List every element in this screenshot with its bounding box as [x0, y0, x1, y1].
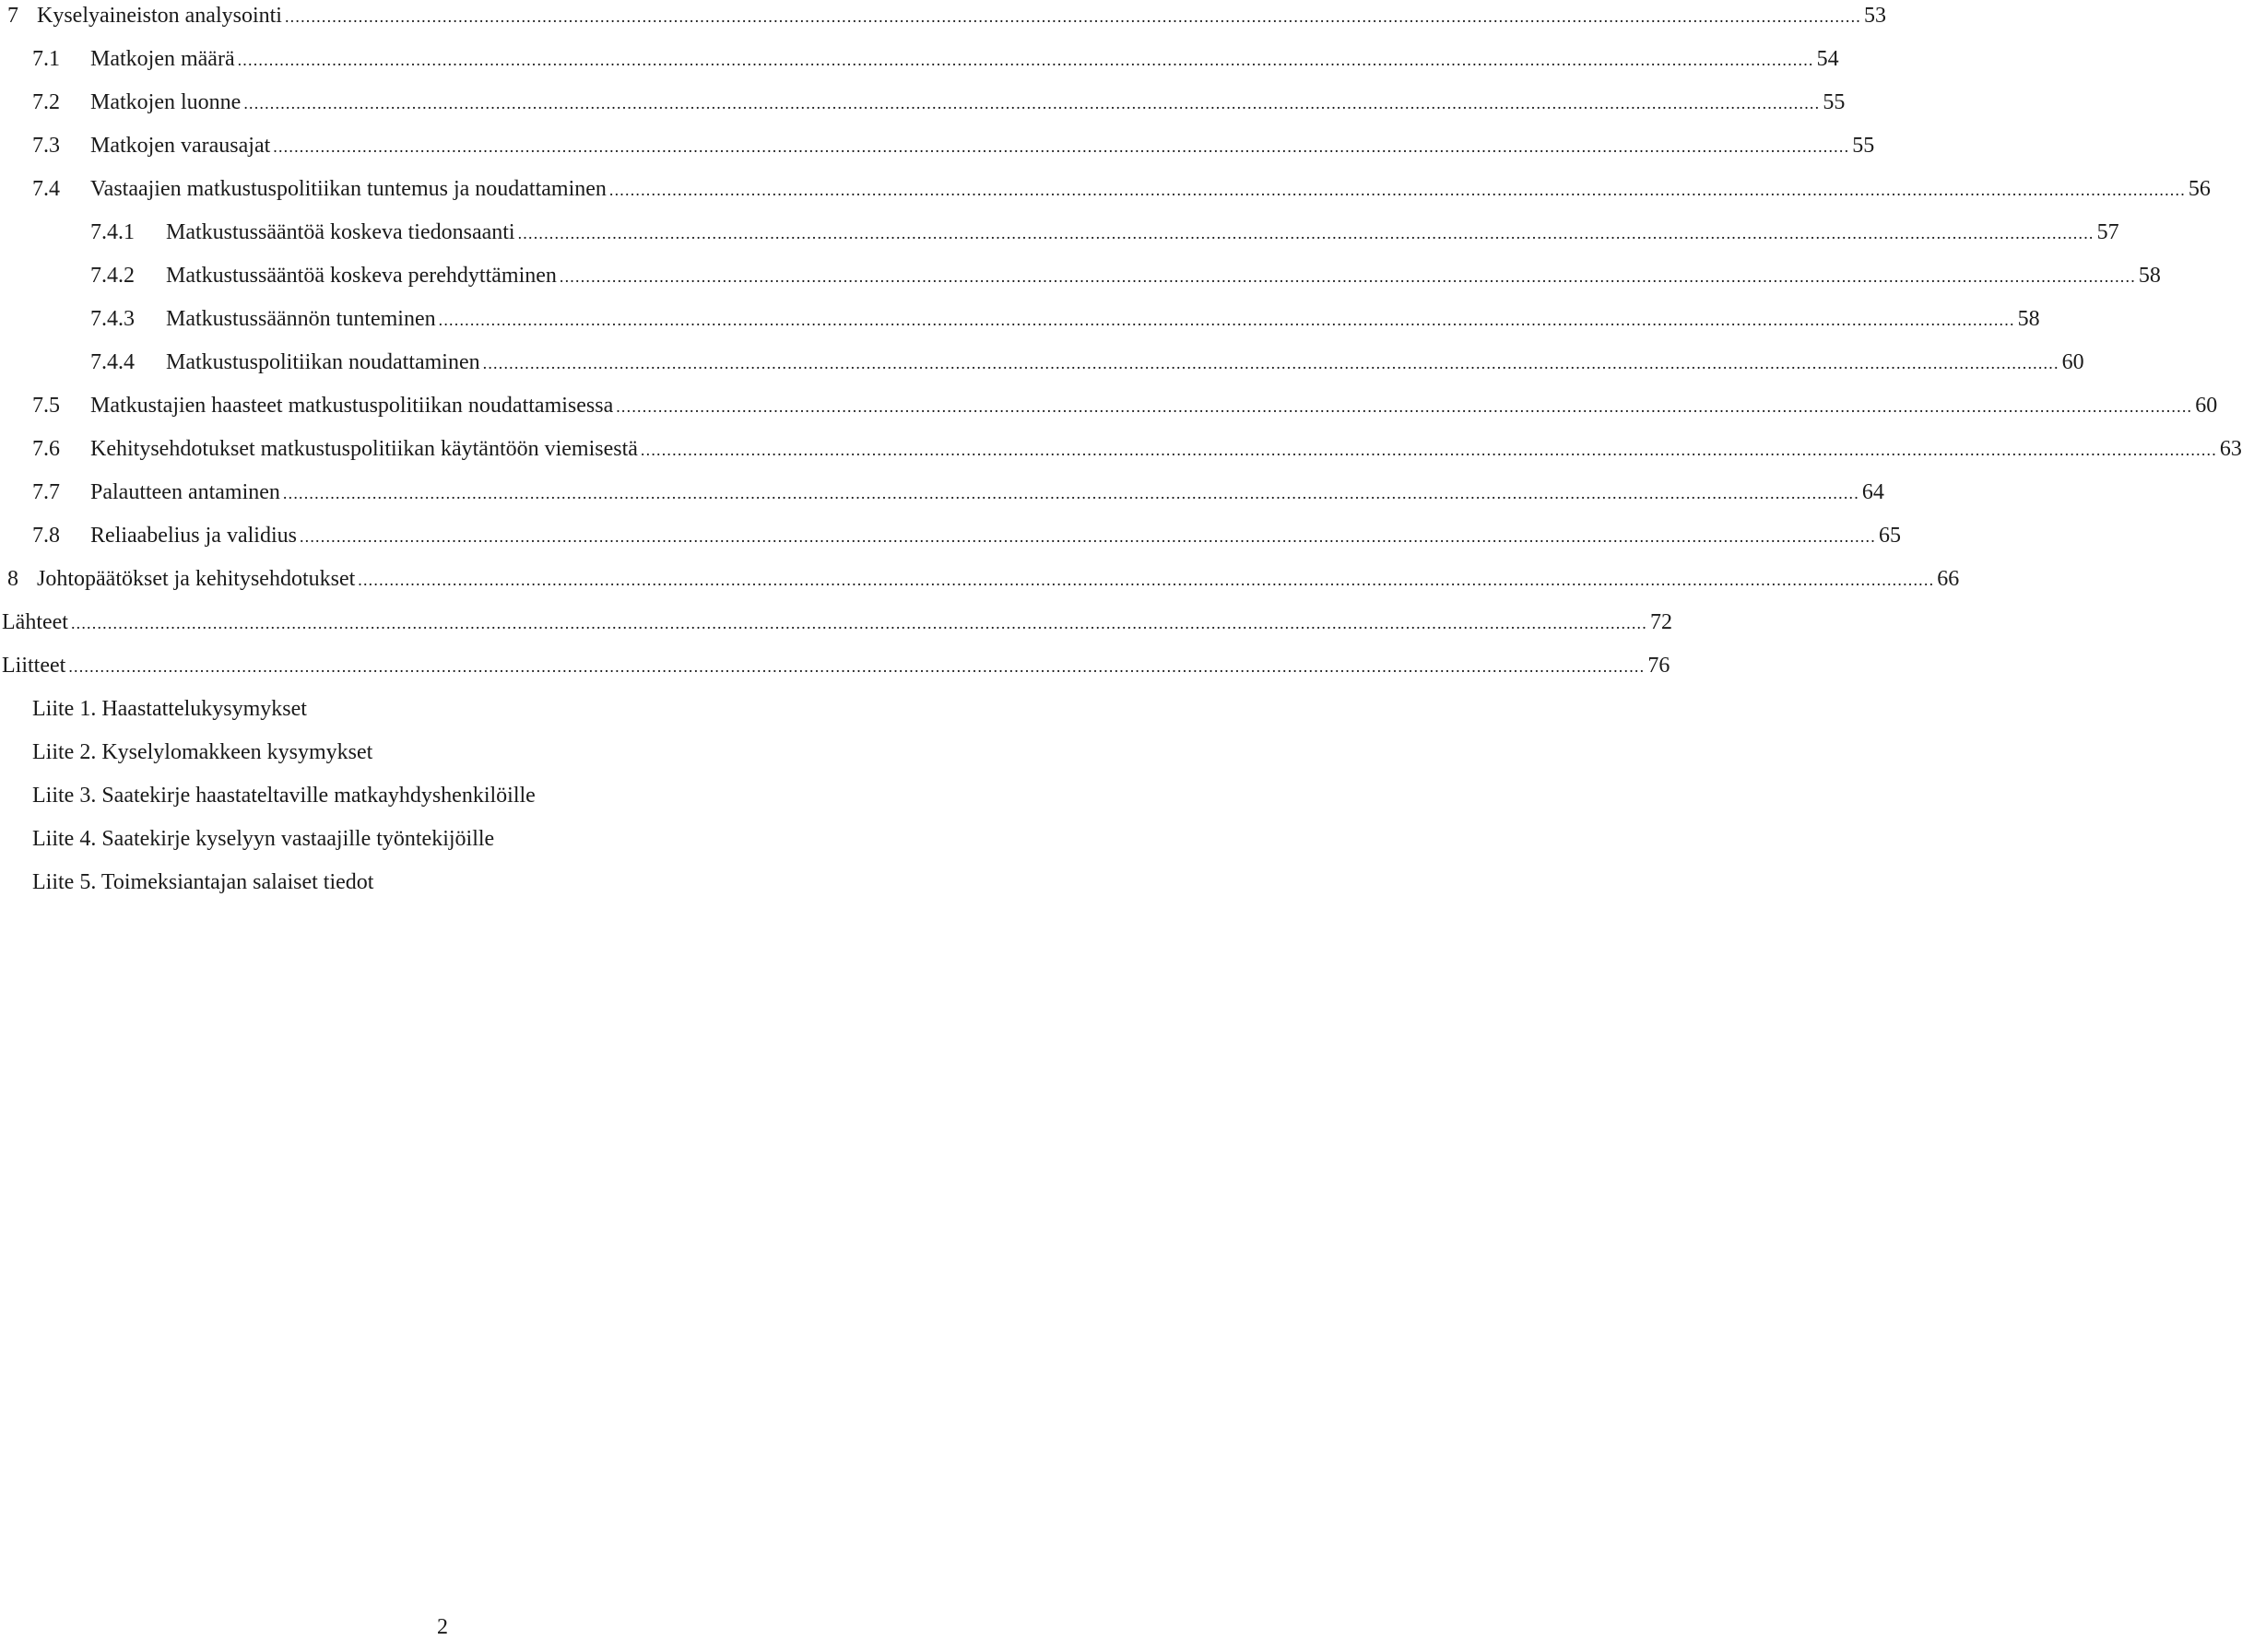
dot-leader: ............................................................................................................................................................................................................................................................................................................ [273, 137, 1850, 156]
toc-entry-number: 7.4.3 [90, 307, 135, 331]
appendix-item: Liite 3. Saatekirje haastateltaville matkayhdyshenkilöille [32, 784, 536, 808]
toc-entry-page: 64 [1861, 480, 1884, 504]
toc-entry[interactable] [0, 260, 2161, 291]
toc-entry-number: 7.6 [32, 437, 60, 461]
toc-entry-page: 72 [1649, 610, 1672, 634]
toc-entry-page: 53 [1863, 4, 1886, 28]
dot-leader: ............................................................................................................................................................................................................................................................................................................ [640, 441, 2217, 459]
toc-entry-number: 7.2 [32, 90, 60, 114]
toc-entry-number: 7.4.2 [90, 264, 135, 288]
dot-leader: ............................................................................................................................................................................................................................................................................................................ [358, 571, 1935, 589]
toc-entry-page: 63 [2219, 437, 2242, 461]
appendix-item: Liite 2. Kyselylomakkeen kysymykset [32, 740, 373, 764]
toc-entry-number: 7.7 [32, 480, 60, 504]
toc-entry[interactable] [0, 217, 2119, 248]
toc-entry[interactable] [0, 347, 2084, 378]
toc-entry-page: 56 [2188, 177, 2211, 201]
toc-entry-number: 7.8 [32, 524, 60, 548]
toc-entry-number: 7.1 [32, 47, 60, 71]
toc-entry-number: 7.3 [32, 134, 60, 158]
dot-leader: ............................................................................................................................................................................................................................................................................................................ [243, 94, 1821, 112]
toc-entry-title: Matkustussäännön tunteminen [166, 307, 436, 331]
toc-entry-title: Reliaabelius ja validius [90, 524, 297, 548]
toc-entry-page: 58 [2138, 264, 2161, 288]
toc-entry-number: 7.4 [32, 177, 60, 201]
toc-entry-title: Matkustussääntöä koskeva tiedonsaanti [166, 220, 515, 244]
toc-entry-title: Lähteet [2, 610, 68, 634]
toc-entry-number: 8 [7, 567, 18, 591]
toc-entry[interactable] [0, 303, 2040, 335]
toc-entry[interactable] [0, 607, 1672, 638]
toc-entry[interactable] [0, 43, 1839, 75]
toc-entry-page: 54 [1816, 47, 1839, 71]
toc-entry-number: 7 [7, 4, 18, 28]
toc-entry-page: 60 [2195, 394, 2218, 418]
dot-leader: ............................................................................................................................................................................................................................................................................................................ [559, 267, 2136, 286]
page-number: 2 [437, 1615, 448, 1639]
toc-entry[interactable] [0, 520, 1901, 551]
toc-entry[interactable] [0, 433, 2242, 465]
dot-leader: ............................................................................................................................................................................................................................................................................................................ [608, 181, 2186, 199]
dot-leader: ............................................................................................................................................................................................................................................................................................................ [282, 484, 1859, 502]
toc-entry-title: Matkustussääntöä koskeva perehdyttäminen [166, 264, 557, 288]
toc-entry-title: Kyselyaineiston analysointi [37, 4, 282, 28]
toc-entry-title: Vastaajien matkustuspolitiikan tuntemus ja noudattaminen [90, 177, 607, 201]
toc-entry-page: 66 [1937, 567, 1960, 591]
toc-entry-page: 57 [2096, 220, 2119, 244]
toc-entry-page: 55 [1852, 134, 1875, 158]
toc-entry[interactable] [0, 173, 2211, 205]
toc-entry-page: 55 [1823, 90, 1846, 114]
toc-entry-number: 7.4.1 [90, 220, 135, 244]
toc-entry-page: 65 [1878, 524, 1901, 548]
toc-entry-title: Matkustuspolitiikan noudattaminen [166, 350, 480, 374]
toc-entry[interactable] [0, 563, 1960, 595]
toc-entry[interactable] [0, 477, 1884, 508]
toc-entry-title: Matkojen luonne [90, 90, 242, 114]
toc-entry-title: Matkustajien haasteet matkustuspolitiikan noudattamisessa [90, 394, 614, 418]
dot-leader: ............................................................................................................................................................................................................................................................................................................ [616, 397, 2193, 416]
dot-leader: ............................................................................................................................................................................................................................................................................................................ [284, 7, 1861, 26]
toc-entry[interactable] [0, 390, 2218, 421]
toc-entry-title: Johtopäätökset ja kehitysehdotukset [37, 567, 356, 591]
toc-entry-title: Matkojen varausajat [90, 134, 271, 158]
toc-entry[interactable] [0, 0, 1886, 31]
toc-entry[interactable] [0, 130, 1875, 161]
toc-entry-title: Liitteet [2, 654, 66, 678]
toc-entry-title: Palautteen antaminen [90, 480, 280, 504]
toc-entry-title: Kehitysehdotukset matkustuspolitiikan käytäntöön viemisestä [90, 437, 638, 461]
appendix-item: Liite 1. Haastattelukysymykset [32, 697, 307, 721]
appendix-item: Liite 4. Saatekirje kyselyyn vastaajille työntekijöille [32, 827, 495, 851]
dot-leader: ............................................................................................................................................................................................................................................................................................................ [299, 527, 1876, 546]
toc-entry-title: Matkojen määrä [90, 47, 235, 71]
dot-leader: ............................................................................................................................................................................................................................................................................................................ [68, 657, 1646, 676]
dot-leader: ............................................................................................................................................................................................................................................................................................................ [517, 224, 2094, 242]
toc-entry-page: 60 [2061, 350, 2084, 374]
dot-leader: ............................................................................................................................................................................................................................................................................................................ [482, 354, 2059, 372]
toc-entry[interactable] [0, 650, 1670, 681]
toc-entry-page: 58 [2017, 307, 2040, 331]
toc-entry-page: 76 [1647, 654, 1670, 678]
appendix-item: Liite 5. Toimeksiantajan salaiset tiedot [32, 870, 374, 894]
dot-leader: ............................................................................................................................................................................................................................................................................................................ [438, 311, 2015, 329]
toc-entry-number: 7.4.4 [90, 350, 135, 374]
toc-entry-number: 7.5 [32, 394, 60, 418]
dot-leader: ............................................................................................................................................................................................................................................................................................................ [237, 51, 1814, 69]
toc-entry[interactable] [0, 87, 1846, 118]
dot-leader: ............................................................................................................................................................................................................................................................................................................ [70, 614, 1647, 632]
